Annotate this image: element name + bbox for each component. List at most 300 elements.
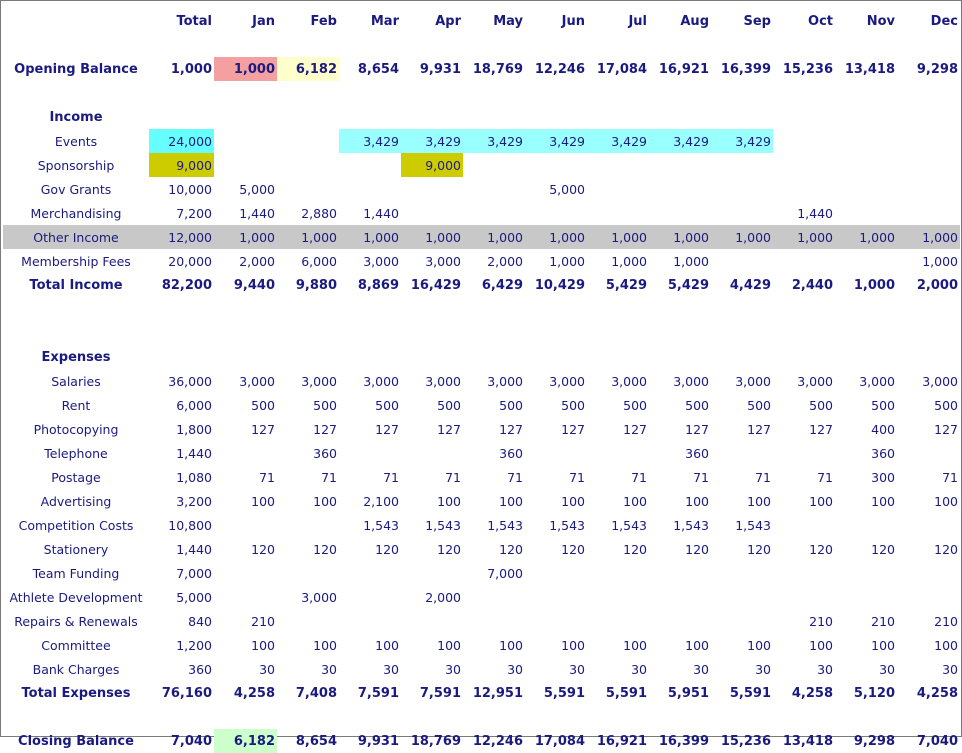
- total-expenses-cell[interactable]: 5,951: [667, 685, 709, 701]
- closing-balance-cell[interactable]: 12,246: [472, 733, 523, 749]
- advertising-cell[interactable]: 100: [623, 493, 647, 509]
- gov-grants-cell[interactable]: [649, 177, 711, 201]
- team-funding-cell[interactable]: [835, 561, 897, 585]
- events-cell[interactable]: 3,429: [711, 129, 773, 153]
- telephone-cell[interactable]: [587, 441, 649, 465]
- sponsorship-cell[interactable]: [525, 153, 587, 177]
- team-funding-cell[interactable]: [711, 561, 773, 585]
- athlete-development-cell[interactable]: 2,000: [425, 589, 461, 605]
- other-income-cell[interactable]: 1,000: [525, 225, 587, 249]
- gov-grants-cell[interactable]: [401, 177, 463, 201]
- merchandising-cell[interactable]: 7,200: [176, 205, 212, 221]
- opening-balance-cell[interactable]: 16,921: [658, 61, 709, 77]
- committee-cell[interactable]: 100: [685, 637, 709, 653]
- postage-cell[interactable]: 71: [631, 469, 647, 485]
- other-income-cell[interactable]: 1,000: [773, 225, 835, 249]
- salaries-cell[interactable]: 3,000: [301, 373, 337, 389]
- total-income-cell[interactable]: 5,429: [667, 277, 709, 293]
- advertising-cell[interactable]: 3,200: [176, 493, 212, 509]
- athlete-development-cell[interactable]: [525, 585, 587, 609]
- competition-costs-cell[interactable]: 10,800: [168, 517, 212, 533]
- membership-fees-cell[interactable]: 1,000: [611, 253, 647, 269]
- total-income-cell[interactable]: 2,000: [916, 277, 958, 293]
- athlete-development-cell[interactable]: [835, 585, 897, 609]
- postage-cell[interactable]: 71: [942, 469, 958, 485]
- stationery-cell[interactable]: 120: [871, 541, 895, 557]
- advertising-cell[interactable]: 100: [747, 493, 771, 509]
- header-sep: Sep: [743, 13, 771, 29]
- bank-charges-cell[interactable]: 30: [321, 661, 337, 677]
- bank-charges-cell[interactable]: 30: [942, 661, 958, 677]
- membership-fees-cell[interactable]: [711, 249, 773, 273]
- sponsorship-cell[interactable]: [214, 153, 277, 177]
- photocopying-cell[interactable]: 127: [809, 421, 833, 437]
- total-expenses-cell[interactable]: 7,591: [419, 685, 461, 701]
- repairs-and-renewals-cell[interactable]: 210: [934, 613, 958, 629]
- merchandising-cell[interactable]: 1,440: [797, 205, 833, 221]
- committee-cell[interactable]: 100: [871, 637, 895, 653]
- competition-costs-cell[interactable]: 1,543: [425, 517, 461, 533]
- membership-fees-cell[interactable]: 2,000: [487, 253, 523, 269]
- team-funding-cell[interactable]: [897, 561, 960, 585]
- sponsorship-cell[interactable]: [339, 153, 401, 177]
- photocopying-cell[interactable]: 1,800: [176, 421, 212, 437]
- rent-cell[interactable]: 500: [809, 397, 833, 413]
- closing-balance-cell[interactable]: 9,931: [357, 733, 399, 749]
- committee-cell[interactable]: 100: [313, 637, 337, 653]
- postage-cell[interactable]: 71: [755, 469, 771, 485]
- opening-balance-cell[interactable]: 12,246: [534, 61, 585, 77]
- competition-costs-cell[interactable]: 1,543: [487, 517, 523, 533]
- salaries-cell[interactable]: 36,000: [168, 373, 212, 389]
- committee-cell[interactable]: 100: [499, 637, 523, 653]
- total-expenses-cell[interactable]: 5,591: [729, 685, 771, 701]
- advertising-cell[interactable]: 100: [934, 493, 958, 509]
- advertising-cell[interactable]: 100: [685, 493, 709, 509]
- stationery-cell[interactable]: 120: [437, 541, 461, 557]
- closing-balance-cell[interactable]: 7,040: [170, 733, 212, 749]
- postage-cell[interactable]: 71: [383, 469, 399, 485]
- events-cell[interactable]: 24,000: [149, 129, 214, 153]
- membership-fees-cell[interactable]: 20,000: [168, 253, 212, 269]
- closing-balance-cell[interactable]: 18,769: [410, 733, 461, 749]
- other-income-cell[interactable]: 1,000: [277, 225, 339, 249]
- closing-balance-cell[interactable]: 6,182: [214, 729, 277, 753]
- postage-cell[interactable]: 71: [259, 469, 275, 485]
- gov-grants-cell[interactable]: [277, 177, 339, 201]
- closing-balance-cell[interactable]: 16,399: [658, 733, 709, 749]
- events-cell[interactable]: 3,429: [587, 129, 649, 153]
- stationery-cell[interactable]: 120: [251, 541, 275, 557]
- merchandising-cell[interactable]: [401, 201, 463, 225]
- competition-costs-cell[interactable]: [214, 513, 277, 537]
- photocopying-cell[interactable]: 127: [747, 421, 771, 437]
- telephone-cell[interactable]: 1,440: [176, 445, 212, 461]
- committee-cell[interactable]: 100: [934, 637, 958, 653]
- total-income-cell[interactable]: 8,869: [357, 277, 399, 293]
- membership-fees-cell[interactable]: [773, 249, 835, 273]
- stationery-cell[interactable]: 120: [747, 541, 771, 557]
- salaries-cell[interactable]: 3,000: [363, 373, 399, 389]
- sponsorship-cell[interactable]: [587, 153, 649, 177]
- athlete-development-cell[interactable]: [214, 585, 277, 609]
- salaries-cell[interactable]: 3,000: [797, 373, 833, 389]
- telephone-cell[interactable]: [401, 441, 463, 465]
- team-funding-cell[interactable]: [339, 561, 401, 585]
- salaries-cell[interactable]: 3,000: [487, 373, 523, 389]
- events-cell[interactable]: 3,429: [649, 129, 711, 153]
- sponsorship-cell[interactable]: [711, 153, 773, 177]
- rent-cell[interactable]: 500: [313, 397, 337, 413]
- sponsorship-cell[interactable]: [773, 153, 835, 177]
- other-income-cell[interactable]: 1,000: [463, 225, 525, 249]
- merchandising-cell[interactable]: 2,880: [301, 205, 337, 221]
- postage-cell[interactable]: 71: [693, 469, 709, 485]
- rent-cell[interactable]: 500: [437, 397, 461, 413]
- rent-cell[interactable]: 500: [685, 397, 709, 413]
- bank-charges-cell[interactable]: 360: [188, 661, 212, 677]
- merchandising-cell[interactable]: [649, 201, 711, 225]
- gov-grants-cell[interactable]: [835, 177, 897, 201]
- total-expenses-cell[interactable]: 5,591: [543, 685, 585, 701]
- bank-charges-cell[interactable]: 30: [383, 661, 399, 677]
- postage-cell[interactable]: 71: [507, 469, 523, 485]
- other-income-cell[interactable]: 1,000: [214, 225, 277, 249]
- salaries-cell[interactable]: 3,000: [239, 373, 275, 389]
- advertising-cell[interactable]: 100: [871, 493, 895, 509]
- total-expenses-cell[interactable]: 7,408: [295, 685, 337, 701]
- gov-grants-cell[interactable]: [773, 177, 835, 201]
- salaries-cell[interactable]: 3,000: [735, 373, 771, 389]
- other-income-cell[interactable]: 1,000: [587, 225, 649, 249]
- merchandising-cell[interactable]: [835, 201, 897, 225]
- events-cell[interactable]: [897, 129, 960, 153]
- membership-fees-cell[interactable]: 3,000: [425, 253, 461, 269]
- photocopying-cell[interactable]: 127: [313, 421, 337, 437]
- gov-grants-cell[interactable]: [463, 177, 525, 201]
- photocopying-cell[interactable]: 127: [437, 421, 461, 437]
- stationery-cell[interactable]: 120: [934, 541, 958, 557]
- repairs-and-renewals-cell[interactable]: 210: [809, 613, 833, 629]
- total-income-cell[interactable]: 16,429: [410, 277, 461, 293]
- telephone-cell[interactable]: [897, 441, 960, 465]
- total-expenses-cell[interactable]: 4,258: [233, 685, 275, 701]
- opening-balance-cell[interactable]: 13,418: [844, 61, 895, 77]
- sponsorship-cell[interactable]: [835, 153, 897, 177]
- events-cell[interactable]: 3,429: [463, 129, 525, 153]
- bank-charges-cell[interactable]: 30: [507, 661, 523, 677]
- membership-fees-cell[interactable]: 1,000: [673, 253, 709, 269]
- other-income-cell[interactable]: 1,000: [649, 225, 711, 249]
- gov-grants-cell[interactable]: 5,000: [239, 181, 275, 197]
- repairs-and-renewals-cell[interactable]: 210: [251, 613, 275, 629]
- repairs-and-renewals-cell[interactable]: [339, 609, 401, 633]
- merchandising-cell[interactable]: [711, 201, 773, 225]
- closing-balance-cell[interactable]: 9,298: [853, 733, 895, 749]
- opening-balance-cell[interactable]: 17,084: [596, 61, 647, 77]
- sponsorship-cell[interactable]: 9,000: [401, 153, 463, 177]
- repairs-and-renewals-cell[interactable]: [711, 609, 773, 633]
- telephone-cell[interactable]: [339, 441, 401, 465]
- total-expenses-cell[interactable]: 12,951: [472, 685, 523, 701]
- repairs-and-renewals-cell[interactable]: [587, 609, 649, 633]
- merchandising-cell[interactable]: [525, 201, 587, 225]
- postage-cell[interactable]: 71: [569, 469, 585, 485]
- salaries-cell[interactable]: 3,000: [611, 373, 647, 389]
- athlete-development-cell[interactable]: [711, 585, 773, 609]
- sponsorship-cell[interactable]: [897, 153, 960, 177]
- advertising-cell[interactable]: 100: [313, 493, 337, 509]
- rent-cell[interactable]: 500: [561, 397, 585, 413]
- advertising-cell[interactable]: 100: [561, 493, 585, 509]
- postage-cell[interactable]: 300: [871, 469, 895, 485]
- total-expenses-cell[interactable]: 5,591: [605, 685, 647, 701]
- events-cell[interactable]: [277, 129, 339, 153]
- rent-cell[interactable]: 500: [251, 397, 275, 413]
- stationery-cell[interactable]: 120: [685, 541, 709, 557]
- photocopying-cell[interactable]: 127: [685, 421, 709, 437]
- competition-costs-cell[interactable]: [897, 513, 960, 537]
- repairs-and-renewals-cell[interactable]: [649, 609, 711, 633]
- telephone-cell[interactable]: 360: [499, 445, 523, 461]
- photocopying-cell[interactable]: 127: [561, 421, 585, 437]
- total-expenses-cell[interactable]: 76,160: [161, 685, 212, 701]
- stationery-cell[interactable]: 1,440: [176, 541, 212, 557]
- bank-charges-cell[interactable]: 30: [631, 661, 647, 677]
- stationery-cell[interactable]: 120: [313, 541, 337, 557]
- stationery-cell[interactable]: 120: [561, 541, 585, 557]
- athlete-development-cell[interactable]: 3,000: [301, 589, 337, 605]
- committee-cell[interactable]: 100: [437, 637, 461, 653]
- gov-grants-cell[interactable]: 10,000: [168, 181, 212, 197]
- telephone-cell[interactable]: [214, 441, 277, 465]
- photocopying-cell[interactable]: 400: [871, 421, 895, 437]
- events-cell[interactable]: 3,429: [401, 129, 463, 153]
- gov-grants-cell[interactable]: [339, 177, 401, 201]
- membership-fees-cell[interactable]: 6,000: [301, 253, 337, 269]
- sponsorship-cell[interactable]: [463, 153, 525, 177]
- closing-balance-cell[interactable]: 13,418: [782, 733, 833, 749]
- other-income-cell[interactable]: 1,000: [401, 225, 463, 249]
- sponsorship-cell[interactable]: 9,000: [149, 153, 214, 177]
- advertising-cell[interactable]: 100: [437, 493, 461, 509]
- athlete-development-cell[interactable]: [773, 585, 835, 609]
- closing-balance-cell[interactable]: 15,236: [720, 733, 771, 749]
- athlete-development-cell[interactable]: [897, 585, 960, 609]
- telephone-cell[interactable]: [773, 441, 835, 465]
- total-income-cell[interactable]: 9,440: [233, 277, 275, 293]
- merchandising-cell[interactable]: [587, 201, 649, 225]
- competition-costs-cell[interactable]: 1,543: [673, 517, 709, 533]
- repairs-and-renewals-cell[interactable]: [277, 609, 339, 633]
- repairs-and-renewals-cell[interactable]: 840: [188, 613, 212, 629]
- team-funding-cell[interactable]: [587, 561, 649, 585]
- salaries-cell[interactable]: 3,000: [859, 373, 895, 389]
- telephone-cell[interactable]: [711, 441, 773, 465]
- events-cell[interactable]: [214, 129, 277, 153]
- opening-balance-cell[interactable]: 8,654: [357, 61, 399, 77]
- total-expenses-cell[interactable]: 5,120: [853, 685, 895, 701]
- committee-cell[interactable]: 100: [375, 637, 399, 653]
- advertising-cell[interactable]: 100: [809, 493, 833, 509]
- competition-costs-cell[interactable]: [277, 513, 339, 537]
- athlete-development-cell[interactable]: [339, 585, 401, 609]
- merchandising-cell[interactable]: 1,440: [363, 205, 399, 221]
- other-income-cell[interactable]: 1,000: [711, 225, 773, 249]
- competition-costs-cell[interactable]: 1,543: [735, 517, 771, 533]
- photocopying-cell[interactable]: 127: [251, 421, 275, 437]
- athlete-development-cell[interactable]: [463, 585, 525, 609]
- photocopying-cell[interactable]: 127: [375, 421, 399, 437]
- closing-balance-cell[interactable]: 8,654: [295, 733, 337, 749]
- total-income-cell[interactable]: 5,429: [605, 277, 647, 293]
- rent-cell[interactable]: 500: [499, 397, 523, 413]
- competition-costs-cell[interactable]: 1,543: [363, 517, 399, 533]
- total-income-cell[interactable]: 10,429: [534, 277, 585, 293]
- membership-fees-cell[interactable]: 3,000: [363, 253, 399, 269]
- advertising-cell[interactable]: 100: [499, 493, 523, 509]
- opening-balance-cell[interactable]: 18,769: [472, 61, 523, 77]
- bank-charges-cell[interactable]: 30: [879, 661, 895, 677]
- committee-cell[interactable]: 1,200: [176, 637, 212, 653]
- closing-balance-cell[interactable]: 7,040: [916, 733, 958, 749]
- salaries-cell[interactable]: 3,000: [425, 373, 461, 389]
- repairs-and-renewals-cell[interactable]: [525, 609, 587, 633]
- events-cell[interactable]: 3,429: [339, 129, 401, 153]
- team-funding-cell[interactable]: [277, 561, 339, 585]
- photocopying-cell[interactable]: 127: [934, 421, 958, 437]
- telephone-cell[interactable]: 360: [685, 445, 709, 461]
- telephone-cell[interactable]: 360: [313, 445, 337, 461]
- stationery-cell[interactable]: 120: [499, 541, 523, 557]
- bank-charges-cell[interactable]: 30: [569, 661, 585, 677]
- membership-fees-cell[interactable]: [835, 249, 897, 273]
- total-expenses-cell[interactable]: 7,591: [357, 685, 399, 701]
- opening-balance-cell[interactable]: 15,236: [782, 61, 833, 77]
- opening-balance-cell[interactable]: 1,000: [214, 57, 277, 81]
- postage-cell[interactable]: 71: [321, 469, 337, 485]
- stationery-cell[interactable]: 120: [809, 541, 833, 557]
- opening-balance-cell[interactable]: 9,298: [916, 61, 958, 77]
- postage-cell[interactable]: 71: [817, 469, 833, 485]
- athlete-development-cell[interactable]: 5,000: [176, 589, 212, 605]
- opening-balance-cell[interactable]: 16,399: [720, 61, 771, 77]
- closing-balance-cell[interactable]: 16,921: [596, 733, 647, 749]
- bank-charges-cell[interactable]: 30: [693, 661, 709, 677]
- committee-cell[interactable]: 100: [251, 637, 275, 653]
- total-income-cell[interactable]: 1,000: [853, 277, 895, 293]
- total-income-cell[interactable]: 6,429: [481, 277, 523, 293]
- committee-cell[interactable]: 100: [809, 637, 833, 653]
- membership-fees-cell[interactable]: 1,000: [549, 253, 585, 269]
- bank-charges-cell[interactable]: 30: [817, 661, 833, 677]
- advertising-cell[interactable]: 2,100: [363, 493, 399, 509]
- sponsorship-cell[interactable]: [277, 153, 339, 177]
- gov-grants-cell[interactable]: [587, 177, 649, 201]
- rent-cell[interactable]: 500: [934, 397, 958, 413]
- rent-cell[interactable]: 500: [871, 397, 895, 413]
- athlete-development-cell[interactable]: [649, 585, 711, 609]
- gov-grants-cell[interactable]: 5,000: [549, 181, 585, 197]
- competition-costs-cell[interactable]: [773, 513, 835, 537]
- competition-costs-cell[interactable]: 1,543: [549, 517, 585, 533]
- other-income-cell[interactable]: 1,000: [835, 225, 897, 249]
- other-income-cell[interactable]: 1,000: [339, 225, 401, 249]
- events-cell[interactable]: 3,429: [525, 129, 587, 153]
- sponsorship-cell[interactable]: [649, 153, 711, 177]
- total-expenses-cell[interactable]: 4,258: [916, 685, 958, 701]
- telephone-cell[interactable]: 360: [871, 445, 895, 461]
- committee-cell[interactable]: 100: [561, 637, 585, 653]
- membership-fees-cell[interactable]: 1,000: [922, 253, 958, 269]
- opening-balance-cell[interactable]: 1,000: [170, 61, 212, 77]
- other-income-cell[interactable]: 12,000: [149, 225, 214, 249]
- athlete-development-cell[interactable]: [587, 585, 649, 609]
- total-income-cell[interactable]: 2,440: [791, 277, 833, 293]
- gov-grants-cell[interactable]: [711, 177, 773, 201]
- merchandising-cell[interactable]: 1,440: [239, 205, 275, 221]
- bank-charges-cell[interactable]: 30: [445, 661, 461, 677]
- telephone-cell[interactable]: [525, 441, 587, 465]
- rent-cell[interactable]: 500: [747, 397, 771, 413]
- rent-cell[interactable]: 6,000: [176, 397, 212, 413]
- stationery-cell[interactable]: 120: [623, 541, 647, 557]
- team-funding-cell[interactable]: 7,000: [176, 565, 212, 581]
- team-funding-cell[interactable]: 7,000: [487, 565, 523, 581]
- membership-fees-cell[interactable]: 2,000: [239, 253, 275, 269]
- repairs-and-renewals-cell[interactable]: [401, 609, 463, 633]
- team-funding-cell[interactable]: [401, 561, 463, 585]
- committee-cell[interactable]: 100: [747, 637, 771, 653]
- total-expenses-cell[interactable]: 4,258: [791, 685, 833, 701]
- photocopying-cell[interactable]: 127: [623, 421, 647, 437]
- closing-balance-cell[interactable]: 17,084: [534, 733, 585, 749]
- rent-cell[interactable]: 500: [375, 397, 399, 413]
- postage-cell[interactable]: 71: [445, 469, 461, 485]
- gov-grants-cell[interactable]: [897, 177, 960, 201]
- advertising-cell[interactable]: 100: [251, 493, 275, 509]
- opening-balance-cell[interactable]: 6,182: [277, 57, 339, 81]
- merchandising-cell[interactable]: [463, 201, 525, 225]
- total-income-cell[interactable]: 9,880: [295, 277, 337, 293]
- bank-charges-cell[interactable]: 30: [755, 661, 771, 677]
- stationery-cell[interactable]: 120: [375, 541, 399, 557]
- salaries-cell[interactable]: 3,000: [673, 373, 709, 389]
- repairs-and-renewals-cell[interactable]: 210: [871, 613, 895, 629]
- competition-costs-cell[interactable]: 1,543: [611, 517, 647, 533]
- bank-charges-cell[interactable]: 30: [259, 661, 275, 677]
- repairs-and-renewals-cell[interactable]: [463, 609, 525, 633]
- opening-balance-cell[interactable]: 9,931: [419, 61, 461, 77]
- team-funding-cell[interactable]: [525, 561, 587, 585]
- merchandising-cell[interactable]: [897, 201, 960, 225]
- team-funding-cell[interactable]: [214, 561, 277, 585]
- photocopying-cell[interactable]: 127: [499, 421, 523, 437]
- salaries-cell[interactable]: 3,000: [549, 373, 585, 389]
- events-cell[interactable]: [773, 129, 835, 153]
- team-funding-cell[interactable]: [649, 561, 711, 585]
- total-income-cell[interactable]: 82,200: [161, 277, 212, 293]
- postage-cell[interactable]: 1,080: [176, 469, 212, 485]
- team-funding-cell[interactable]: [773, 561, 835, 585]
- committee-cell[interactable]: 100: [623, 637, 647, 653]
- salaries-cell[interactable]: 3,000: [922, 373, 958, 389]
- other-income-cell[interactable]: 1,000: [897, 225, 960, 249]
- total-income-cell[interactable]: 4,429: [729, 277, 771, 293]
- competition-costs-cell[interactable]: [835, 513, 897, 537]
- events-cell[interactable]: [835, 129, 897, 153]
- rent-cell[interactable]: 500: [623, 397, 647, 413]
